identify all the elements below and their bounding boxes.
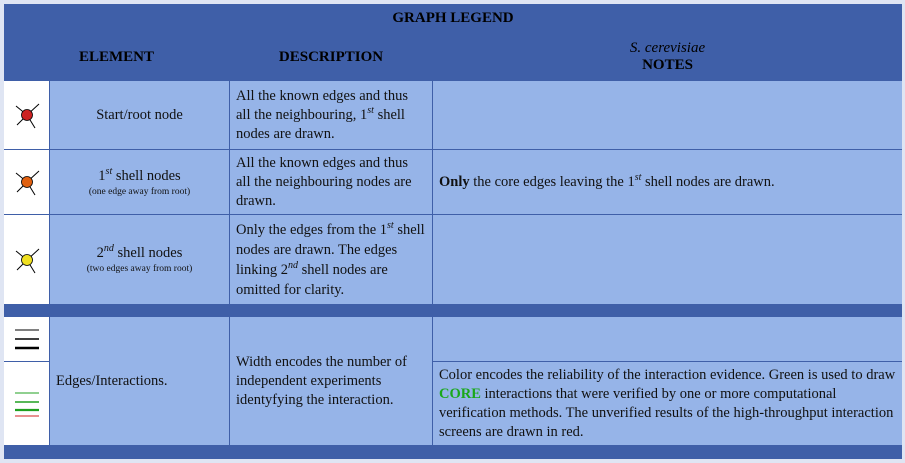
second-shell-name-text: 2nd shell nodes bbox=[96, 243, 183, 261]
edges-notes bbox=[433, 362, 902, 445]
legend-title bbox=[4, 4, 902, 33]
edges-name-text: Edges/Interactions. bbox=[56, 372, 168, 389]
header-notes bbox=[433, 34, 902, 80]
header-element bbox=[4, 34, 229, 80]
second-shell-subtext: (two edges away from root) bbox=[86, 264, 193, 274]
second-shell-description bbox=[230, 215, 432, 304]
first-shell-notes bbox=[433, 150, 902, 214]
edges-description-text: Width encodes the number of independent experiments identyfying the interaction. bbox=[236, 353, 407, 408]
first-shell-notes-text: Only the core edges leaving the 1st shell nodes are drawn. bbox=[439, 171, 775, 190]
edges-description bbox=[230, 317, 432, 445]
header-notes-text: NOTES bbox=[642, 57, 693, 73]
edge-width-notes bbox=[433, 317, 902, 361]
edges-notes-text: Color encodes the reliability of the interaction evidence. Green is used to draw CORE interactions that were verified by one or more computational verification methods. The unverified results of the high-throughput interaction screens are drawn in red. bbox=[439, 366, 896, 440]
edges-name bbox=[50, 317, 229, 445]
first-shell-description bbox=[230, 150, 432, 214]
root-node-name-text: Start/root node bbox=[96, 106, 183, 123]
legend-title-text: GRAPH LEGEND bbox=[392, 10, 514, 26]
core-highlight: CORE bbox=[439, 385, 481, 402]
root-node-notes bbox=[433, 81, 902, 149]
header-element-text: ELEMENT bbox=[78, 48, 154, 65]
first-shell-icon-cell bbox=[4, 150, 49, 214]
header-description bbox=[230, 34, 432, 80]
second-shell-description-text: Only the edges from the 1st shell nodes are drawn. The edges linking 2nd shell nodes are omitted for clarity. bbox=[236, 219, 425, 298]
edge-width-icon-cell bbox=[4, 317, 49, 361]
header-description-text: DESCRIPTION bbox=[278, 48, 384, 65]
graph-legend-table bbox=[4, 4, 902, 459]
root-node-description-text: All the known edges and thus all the neighbouring, 1st shell nodes are drawn. bbox=[236, 87, 408, 142]
green-red-edges-icon bbox=[13, 389, 41, 419]
red-node-icon bbox=[12, 100, 42, 130]
root-node-name bbox=[50, 81, 229, 149]
second-shell-notes bbox=[433, 215, 902, 304]
second-shell-name bbox=[50, 215, 229, 304]
header-species-text: S. cerevisiae bbox=[629, 40, 706, 56]
root-node-icon-cell bbox=[4, 81, 49, 149]
first-shell-name bbox=[50, 150, 229, 214]
yellow-node-icon bbox=[12, 245, 42, 275]
root-node-description bbox=[230, 81, 432, 149]
edge-color-icon-cell bbox=[4, 362, 49, 445]
first-shell-subtext: (one edge away from root) bbox=[88, 186, 191, 197]
first-shell-description-text: All the known edges and thus all the neighbouring nodes are drawn. bbox=[236, 154, 412, 209]
orange-node-icon bbox=[12, 167, 42, 197]
first-shell-name-text: 1st shell nodes bbox=[98, 165, 181, 184]
second-shell-icon-cell bbox=[4, 215, 49, 304]
black-edges-icon bbox=[13, 327, 41, 351]
